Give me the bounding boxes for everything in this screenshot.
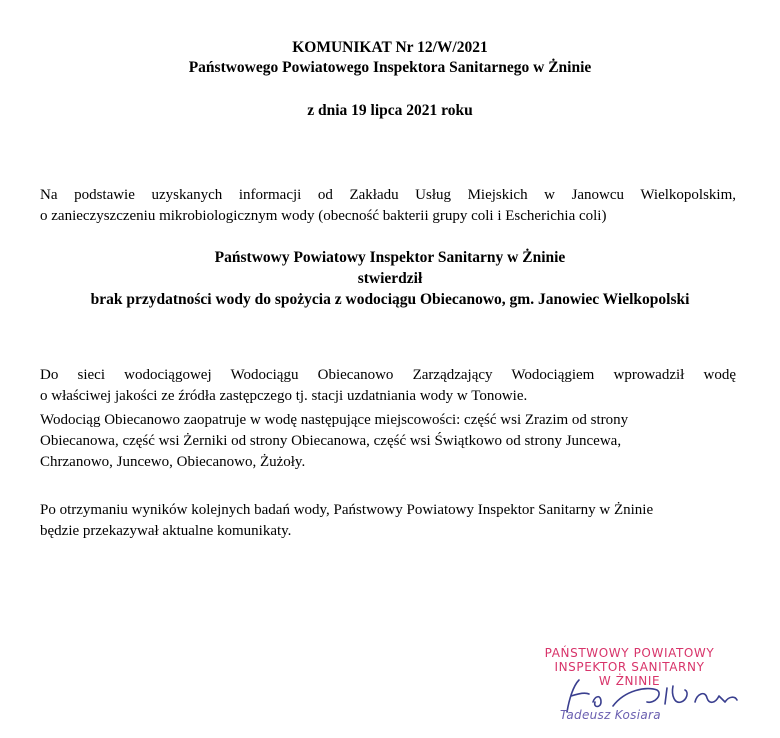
stamp-line-3: W ŻNINIE <box>598 674 661 688</box>
followup-paragraph <box>40 500 736 542</box>
stamp-line-1: PAŃSTWOWY POWIATOWY <box>544 646 715 660</box>
followup-line-1: Po otrzymaniu wyników kolejnych badań wody, Państwowy Powiatowy Inspektor Sanitarny w Żninie <box>40 502 654 518</box>
decision-block <box>0 247 780 310</box>
localities-line-3: Chrzanowo, Juncewo, Obiecanowo, Żużoły. <box>40 454 306 470</box>
localities-line-1: Wodociąg Obiecanowo zaopatruje w wodę następujące miejscowości: część wsi Zrazim od strony <box>40 412 629 428</box>
supply-line-1: Do sieci wodociągowej Wodociągu Obiecanowo Zarządzający Wodociągiem wprowadził wodę <box>40 367 736 383</box>
supply-line-2: o właściwej jakości ze źródła zastępczego tj. stacji uzdatniania wody w Tonowie. <box>40 388 528 404</box>
intro-line-2: o zanieczyszczeniu mikrobiologicznym wody (obecność bakterii grupy coli i Escherichia coli) <box>40 208 607 224</box>
signatory-name: Tadeusz Kosiara <box>560 708 661 722</box>
document-subtitle: Państwowego Powiatowego Inspektora Sanitarnego w Żninie <box>188 59 592 76</box>
intro-paragraph <box>40 185 736 227</box>
localities-paragraph <box>40 410 736 473</box>
document-title: KOMUNIKAT Nr 12/W/2021 <box>292 39 488 56</box>
stamp-line-2: INSPEKTOR SANITARNY <box>554 660 705 674</box>
decision-finding: brak przydatności wody do spożycia z wodociągu Obiecanowo, gm. Janowiec Wielkopolski <box>90 291 690 308</box>
document-date: z dnia 19 lipca 2021 roku <box>307 102 473 119</box>
supply-paragraph <box>40 365 736 407</box>
followup-line-2: będzie przekazywał aktualne komunikaty. <box>40 523 292 539</box>
decision-authority: Państwowy Powiatowy Inspektor Sanitarny w Żninie <box>214 249 566 266</box>
decision-verb: stwierdził <box>357 270 423 287</box>
intro-line-1: Na podstawie uzyskanych informacji od Zakładu Usług Miejskich w Janowcu Wielkopolskim, <box>40 187 736 203</box>
localities-line-2: Obiecanowa, część wsi Żerniki od strony Obiecanowa, część wsi Świątkowo od strony Juncewa, <box>40 433 622 449</box>
